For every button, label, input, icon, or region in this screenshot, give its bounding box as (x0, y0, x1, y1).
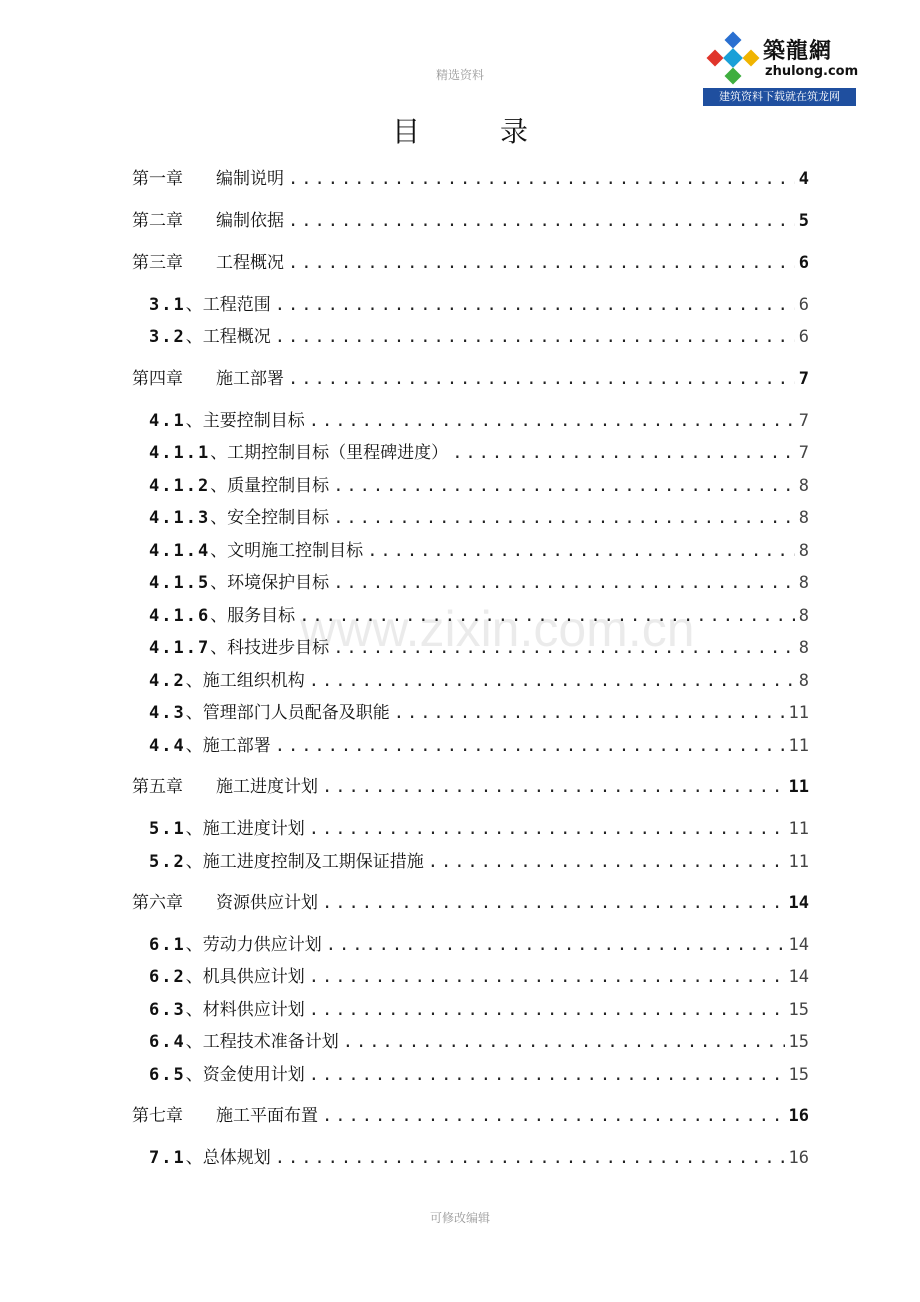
chapter-label: 第七章 (132, 1106, 183, 1126)
section-number: 7.1 (149, 1148, 186, 1168)
page-number: 8 (798, 671, 809, 691)
leader-dots (309, 967, 785, 987)
section-title: 、安全控制目标 (210, 508, 330, 528)
leader-dots (299, 606, 795, 626)
section-number: 6.2 (149, 967, 186, 987)
section-title: 、工程范围 (185, 295, 271, 315)
toc-section-4-1-7[interactable] (149, 633, 809, 658)
toc-section-4-4[interactable] (149, 731, 809, 756)
chapter-label: 第三章 (132, 253, 183, 273)
chapter-title: 施工平面布置 (216, 1106, 318, 1126)
toc-chapter-6[interactable] (132, 888, 809, 913)
toc-chapter-4[interactable] (132, 364, 809, 389)
page-number: 8 (798, 508, 809, 528)
section-number: 5.2 (149, 852, 186, 872)
toc-section-6-3[interactable] (149, 995, 809, 1020)
section-title: 、劳动力供应计划 (185, 935, 322, 955)
logo-url: zhulong.com (765, 64, 859, 79)
leader-dots (333, 573, 795, 593)
toc-section-3-2[interactable] (149, 322, 809, 347)
section-title: 、施工进度计划 (185, 819, 305, 839)
toc-section-6-2[interactable] (149, 962, 809, 987)
chapter-label: 第四章 (132, 369, 183, 389)
toc-section-5-2[interactable] (149, 847, 809, 872)
page-number: 16 (788, 1106, 809, 1126)
section-title: 、环境保护目标 (210, 573, 330, 593)
section-title: 、主要控制目标 (185, 411, 305, 431)
page-number: 7 (798, 411, 809, 431)
section-title: 、施工进度控制及工期保证措施 (185, 852, 424, 872)
section-title: 、机具供应计划 (185, 967, 305, 987)
toc-section-6-4[interactable] (149, 1027, 809, 1052)
section-number: 4.1 (149, 411, 186, 431)
leader-dots (309, 671, 795, 691)
toc-section-4-1-6[interactable] (149, 601, 809, 626)
leader-dots (394, 703, 785, 723)
toc-chapter-1[interactable] (132, 164, 809, 189)
section-number: 4.1.3 (149, 508, 211, 528)
toc-section-3-1[interactable] (149, 290, 809, 315)
section-title: 、服务目标 (210, 606, 296, 626)
page-number: 8 (798, 638, 809, 658)
page-title (0, 110, 920, 150)
chapter-title: 编制依据 (216, 211, 284, 231)
section-title: 、施工部署 (185, 736, 271, 756)
section-number: 6.5 (149, 1065, 186, 1085)
section-number: 4.4 (149, 736, 186, 756)
leader-dots (288, 369, 795, 389)
section-number: 4.1.6 (149, 606, 211, 626)
chapter-label: 第六章 (132, 893, 183, 913)
section-title: 、管理部门人员配备及职能 (185, 703, 390, 723)
toc-section-4-1-4[interactable] (149, 536, 809, 561)
zhulong-logo[interactable] (703, 30, 859, 106)
section-title: 、施工组织机构 (185, 671, 305, 691)
watermark: www.zixin.com.cn (300, 601, 695, 657)
section-number: 4.1.7 (149, 638, 211, 658)
toc-section-7-1[interactable] (149, 1143, 809, 1168)
page-number: 11 (788, 777, 809, 797)
section-title: 、总体规划 (185, 1148, 271, 1168)
section-number: 3.2 (149, 327, 186, 347)
logo-emblem-icon (703, 30, 763, 88)
toc-section-4-1-2[interactable] (149, 471, 809, 496)
logo-tagline: 建筑资料下载就在筑龙网 (703, 88, 856, 106)
leader-dots (288, 211, 795, 231)
toc-section-4-1-1[interactable] (149, 438, 809, 463)
section-number: 5.1 (149, 819, 186, 839)
section-number: 4.3 (149, 703, 186, 723)
section-number: 4.1.1 (149, 443, 211, 463)
page-number: 14 (788, 935, 809, 955)
leader-dots (275, 1148, 785, 1168)
leader-dots (322, 1106, 785, 1126)
leader-dots (309, 819, 785, 839)
page-number: 8 (798, 476, 809, 496)
section-title: 、工程概况 (185, 327, 271, 347)
toc-section-4-3[interactable] (149, 698, 809, 723)
toc-chapter-7[interactable] (132, 1101, 809, 1126)
leader-dots (275, 295, 795, 315)
leader-dots (333, 508, 795, 528)
leader-dots (288, 253, 795, 273)
section-title: 、工程技术准备计划 (185, 1032, 339, 1052)
leader-dots (275, 736, 785, 756)
leader-dots (452, 443, 795, 463)
section-title: 、科技进步目标 (210, 638, 330, 658)
page-number: 14 (788, 893, 809, 913)
toc-chapter-3[interactable] (132, 248, 809, 273)
toc-section-6-1[interactable] (149, 930, 809, 955)
toc-section-4-1-3[interactable] (149, 503, 809, 528)
section-title: 、质量控制目标 (210, 476, 330, 496)
page-number: 11 (788, 819, 809, 839)
logo-top (703, 30, 859, 88)
title-char-2: 录 (500, 115, 529, 148)
section-number: 4.1.2 (149, 476, 211, 496)
page-number: 4 (798, 169, 809, 189)
chapter-title: 工程概况 (216, 253, 284, 273)
page-number: 15 (788, 1000, 809, 1020)
chapter-title: 资源供应计划 (216, 893, 318, 913)
leader-dots (288, 169, 795, 189)
page-number: 8 (798, 606, 809, 626)
leader-dots (309, 411, 795, 431)
chapter-title: 编制说明 (216, 169, 284, 189)
toc-section-5-1[interactable] (149, 814, 809, 839)
section-number: 4.2 (149, 671, 186, 691)
section-number: 6.4 (149, 1032, 186, 1052)
header-note: 精选资料 (435, 68, 484, 82)
leader-dots (333, 638, 795, 658)
page-number: 5 (798, 211, 809, 231)
page-number: 14 (788, 967, 809, 987)
chapter-title: 施工进度计划 (216, 777, 318, 797)
toc-section-6-5[interactable] (149, 1060, 809, 1085)
section-title: 、工期控制目标（里程碑进度） (210, 443, 449, 463)
toc-section-4-1[interactable] (149, 406, 809, 431)
leader-dots (367, 541, 795, 561)
page-number: 15 (788, 1065, 809, 1085)
chapter-label: 第五章 (132, 777, 183, 797)
page-number: 8 (798, 541, 809, 561)
chapter-label: 第一章 (132, 169, 183, 189)
title-char-1: 目 (391, 115, 420, 148)
chapter-label: 第二章 (132, 211, 183, 231)
section-title: 、资金使用计划 (185, 1065, 305, 1085)
section-number: 4.1.4 (149, 541, 211, 561)
section-title: 、文明施工控制目标 (210, 541, 364, 561)
toc-section-4-1-5[interactable] (149, 568, 809, 593)
leader-dots (326, 935, 785, 955)
section-number: 6.1 (149, 935, 186, 955)
page-number: 6 (798, 253, 809, 273)
logo-name: 築龍網 (763, 39, 833, 64)
toc-section-4-2[interactable] (149, 666, 809, 691)
leader-dots (275, 327, 795, 347)
leader-dots (309, 1065, 785, 1085)
page-number: 11 (788, 703, 809, 723)
page-number: 16 (788, 1148, 809, 1168)
chapter-title: 施工部署 (216, 369, 284, 389)
leader-dots (309, 1000, 785, 1020)
section-title: 、材料供应计划 (185, 1000, 305, 1020)
page-number: 7 (798, 369, 809, 389)
page-number: 15 (788, 1032, 809, 1052)
section-number: 6.3 (149, 1000, 186, 1020)
footer-note: 可修改编辑 (429, 1211, 490, 1225)
page-number: 11 (788, 852, 809, 872)
toc-chapter-2[interactable] (132, 206, 809, 231)
leader-dots (333, 476, 795, 496)
section-number: 3.1 (149, 295, 186, 315)
leader-dots (428, 852, 785, 872)
leader-dots (322, 777, 785, 797)
page-number: 8 (798, 573, 809, 593)
toc-chapter-5[interactable] (132, 772, 809, 797)
page-number: 6 (798, 295, 809, 315)
leader-dots (343, 1032, 785, 1052)
section-number: 4.1.5 (149, 573, 211, 593)
leader-dots (322, 893, 785, 913)
page-number: 6 (798, 327, 809, 347)
page-number: 11 (788, 736, 809, 756)
page-number: 7 (798, 443, 809, 463)
